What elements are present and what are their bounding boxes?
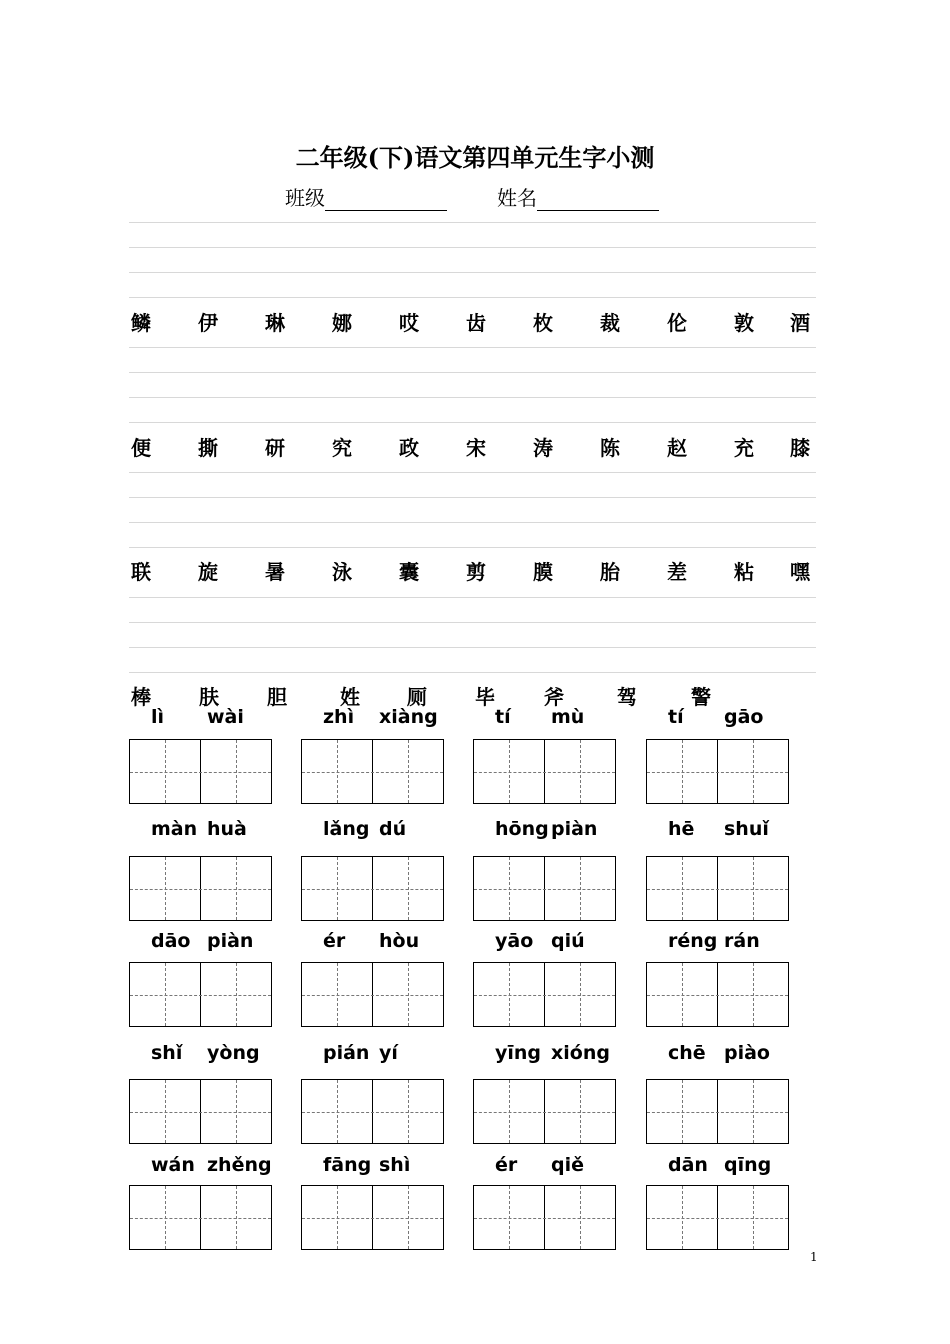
vocab-character: 便 <box>131 436 151 460</box>
vocab-character: 伦 <box>667 311 687 335</box>
tianzige-writing-box[interactable] <box>473 1079 616 1144</box>
pinyin-syllable: tí <box>668 706 684 728</box>
tianzige-writing-box[interactable] <box>473 856 616 921</box>
class-label: 班级 <box>285 186 325 210</box>
pinyin-syllable: wài <box>207 706 244 728</box>
tianzige-writing-box[interactable] <box>129 1079 272 1144</box>
name-label: 姓名 <box>497 186 537 210</box>
pinyin-syllable: mù <box>551 706 585 728</box>
pinyin-syllable: dú <box>379 818 407 840</box>
vocab-character: 伊 <box>198 311 218 335</box>
tianzige-writing-box[interactable] <box>646 739 789 804</box>
pinyin-syllable: chē <box>668 1042 706 1064</box>
pinyin-syllable: hōng <box>495 818 549 840</box>
pinyin-syllable: dān <box>668 1154 708 1176</box>
pinyin-syllable: ér <box>323 930 346 952</box>
grid-guide-line <box>130 1218 271 1219</box>
vocab-character: 齿 <box>466 311 486 335</box>
tianzige-writing-box[interactable] <box>301 962 444 1027</box>
grid-guide-line <box>474 1218 615 1219</box>
grid-guide-line <box>302 889 443 890</box>
vocab-character: 涛 <box>533 436 553 460</box>
vocab-character: 旋 <box>198 560 218 584</box>
tianzige-writing-box[interactable] <box>646 962 789 1027</box>
ruled-line <box>129 222 816 223</box>
vocab-character: 姓 <box>340 685 360 709</box>
pinyin-syllable: lì <box>151 706 165 728</box>
page-number: 1 <box>810 1250 818 1264</box>
grid-guide-line <box>130 889 271 890</box>
grid-guide-line <box>474 772 615 773</box>
vocab-character: 赵 <box>667 436 687 460</box>
pinyin-syllable: shǐ <box>151 1042 183 1064</box>
vocab-character: 敦 <box>734 311 754 335</box>
vocab-character: 剪 <box>466 560 486 584</box>
ruled-line <box>129 247 816 248</box>
ruled-line <box>129 297 816 298</box>
pinyin-syllable: wán <box>151 1154 195 1176</box>
grid-guide-line <box>302 1112 443 1113</box>
vocab-character: 差 <box>667 560 687 584</box>
vocab-character: 肤 <box>199 685 219 709</box>
pinyin-syllable: màn <box>151 818 198 840</box>
vocab-character: 联 <box>131 560 151 584</box>
pinyin-syllable: huà <box>207 818 247 840</box>
tianzige-writing-box[interactable] <box>646 1185 789 1250</box>
vocab-character: 嘿 <box>790 560 810 584</box>
grid-guide-line <box>130 772 271 773</box>
grid-guide-line <box>474 995 615 996</box>
grid-guide-line <box>302 772 443 773</box>
ruled-line <box>129 522 816 523</box>
name-field <box>497 182 659 211</box>
pinyin-syllable: lǎng <box>323 818 370 840</box>
ruled-line <box>129 372 816 373</box>
vocab-character: 警 <box>691 685 711 709</box>
ruled-line <box>129 347 816 348</box>
tianzige-writing-box[interactable] <box>301 1079 444 1144</box>
pinyin-syllable: rán <box>724 930 760 952</box>
vocab-character: 究 <box>332 436 352 460</box>
tianzige-writing-box[interactable] <box>129 856 272 921</box>
page-title: 二年级(下)语文第四单元生字小测 <box>295 143 655 172</box>
pinyin-syllable: zhěng <box>207 1154 272 1176</box>
vocab-character: 胆 <box>267 685 287 709</box>
vocab-character: 毕 <box>475 685 495 709</box>
vocab-character: 酒 <box>790 311 810 335</box>
tianzige-writing-box[interactable] <box>301 739 444 804</box>
pinyin-syllable: piàn <box>551 818 598 840</box>
pinyin-syllable: dāo <box>151 930 191 952</box>
vocab-character: 撕 <box>198 436 218 460</box>
vocab-character: 厕 <box>407 685 427 709</box>
vocab-character: 棒 <box>131 685 151 709</box>
pinyin-syllable: yòng <box>207 1042 260 1064</box>
pinyin-syllable: hē <box>668 818 695 840</box>
vocab-character: 粘 <box>734 560 754 584</box>
pinyin-syllable: qiú <box>551 930 585 952</box>
pinyin-syllable: shuǐ <box>724 818 769 840</box>
tianzige-writing-box[interactable] <box>129 739 272 804</box>
tianzige-writing-box[interactable] <box>301 856 444 921</box>
grid-guide-line <box>302 1218 443 1219</box>
tianzige-writing-box[interactable] <box>301 1185 444 1250</box>
vocab-character: 泳 <box>332 560 352 584</box>
tianzige-writing-box[interactable] <box>129 962 272 1027</box>
vocab-character: 驾 <box>617 685 637 709</box>
grid-guide-line <box>647 889 788 890</box>
tianzige-writing-box[interactable] <box>473 1185 616 1250</box>
class-blank[interactable] <box>325 190 447 211</box>
pinyin-syllable: tí <box>495 706 511 728</box>
tianzige-writing-box[interactable] <box>473 962 616 1027</box>
vocab-character: 暑 <box>265 560 285 584</box>
grid-guide-line <box>647 995 788 996</box>
vocab-character: 充 <box>734 436 754 460</box>
grid-guide-line <box>302 995 443 996</box>
pinyin-syllable: fāng <box>323 1154 372 1176</box>
ruled-line <box>129 272 816 273</box>
vocab-character: 囊 <box>399 560 419 584</box>
name-blank[interactable] <box>537 190 659 211</box>
ruled-line <box>129 397 816 398</box>
grid-guide-line <box>130 995 271 996</box>
pinyin-syllable: xiàng <box>379 706 438 728</box>
class-field <box>285 182 447 211</box>
vocab-character: 哎 <box>399 311 419 335</box>
pinyin-syllable: qiě <box>551 1154 584 1176</box>
pinyin-syllable: pián <box>323 1042 370 1064</box>
ruled-line <box>129 547 816 548</box>
ruled-line <box>129 647 816 648</box>
ruled-line <box>129 597 816 598</box>
vocab-character: 政 <box>399 436 419 460</box>
vocab-character: 鳞 <box>131 311 151 335</box>
vocab-character: 胎 <box>600 560 620 584</box>
vocab-character: 斧 <box>544 685 564 709</box>
vocab-character: 研 <box>265 436 285 460</box>
ruled-line <box>129 672 816 673</box>
grid-guide-line <box>647 772 788 773</box>
ruled-line <box>129 422 816 423</box>
pinyin-syllable: zhì <box>323 706 355 728</box>
vocab-character: 枚 <box>533 311 553 335</box>
pinyin-syllable: yāo <box>495 930 534 952</box>
pinyin-syllable: yí <box>379 1042 398 1064</box>
tianzige-writing-box[interactable] <box>646 856 789 921</box>
tianzige-writing-box[interactable] <box>473 739 616 804</box>
vocab-character: 陈 <box>600 436 620 460</box>
tianzige-writing-box[interactable] <box>646 1079 789 1144</box>
pinyin-syllable: piào <box>724 1042 770 1064</box>
ruled-line <box>129 472 816 473</box>
pinyin-syllable: qīng <box>724 1154 772 1176</box>
grid-guide-line <box>130 1112 271 1113</box>
pinyin-syllable: xióng <box>551 1042 610 1064</box>
pinyin-syllable: hòu <box>379 930 420 952</box>
grid-guide-line <box>647 1218 788 1219</box>
grid-guide-line <box>474 1112 615 1113</box>
pinyin-syllable: yīng <box>495 1042 542 1064</box>
ruled-line <box>129 622 816 623</box>
vocab-character: 膝 <box>790 436 810 460</box>
pinyin-syllable: ér <box>495 1154 518 1176</box>
vocab-character: 娜 <box>332 311 352 335</box>
grid-guide-line <box>647 1112 788 1113</box>
pinyin-syllable: shì <box>379 1154 411 1176</box>
pinyin-syllable: piàn <box>207 930 254 952</box>
pinyin-syllable: gāo <box>724 706 764 728</box>
ruled-line <box>129 497 816 498</box>
grid-guide-line <box>474 889 615 890</box>
vocab-character: 膜 <box>533 560 553 584</box>
tianzige-writing-box[interactable] <box>129 1185 272 1250</box>
vocab-character: 琳 <box>265 311 285 335</box>
pinyin-syllable: réng <box>668 930 718 952</box>
vocab-character: 宋 <box>466 436 486 460</box>
vocab-character: 裁 <box>600 311 620 335</box>
